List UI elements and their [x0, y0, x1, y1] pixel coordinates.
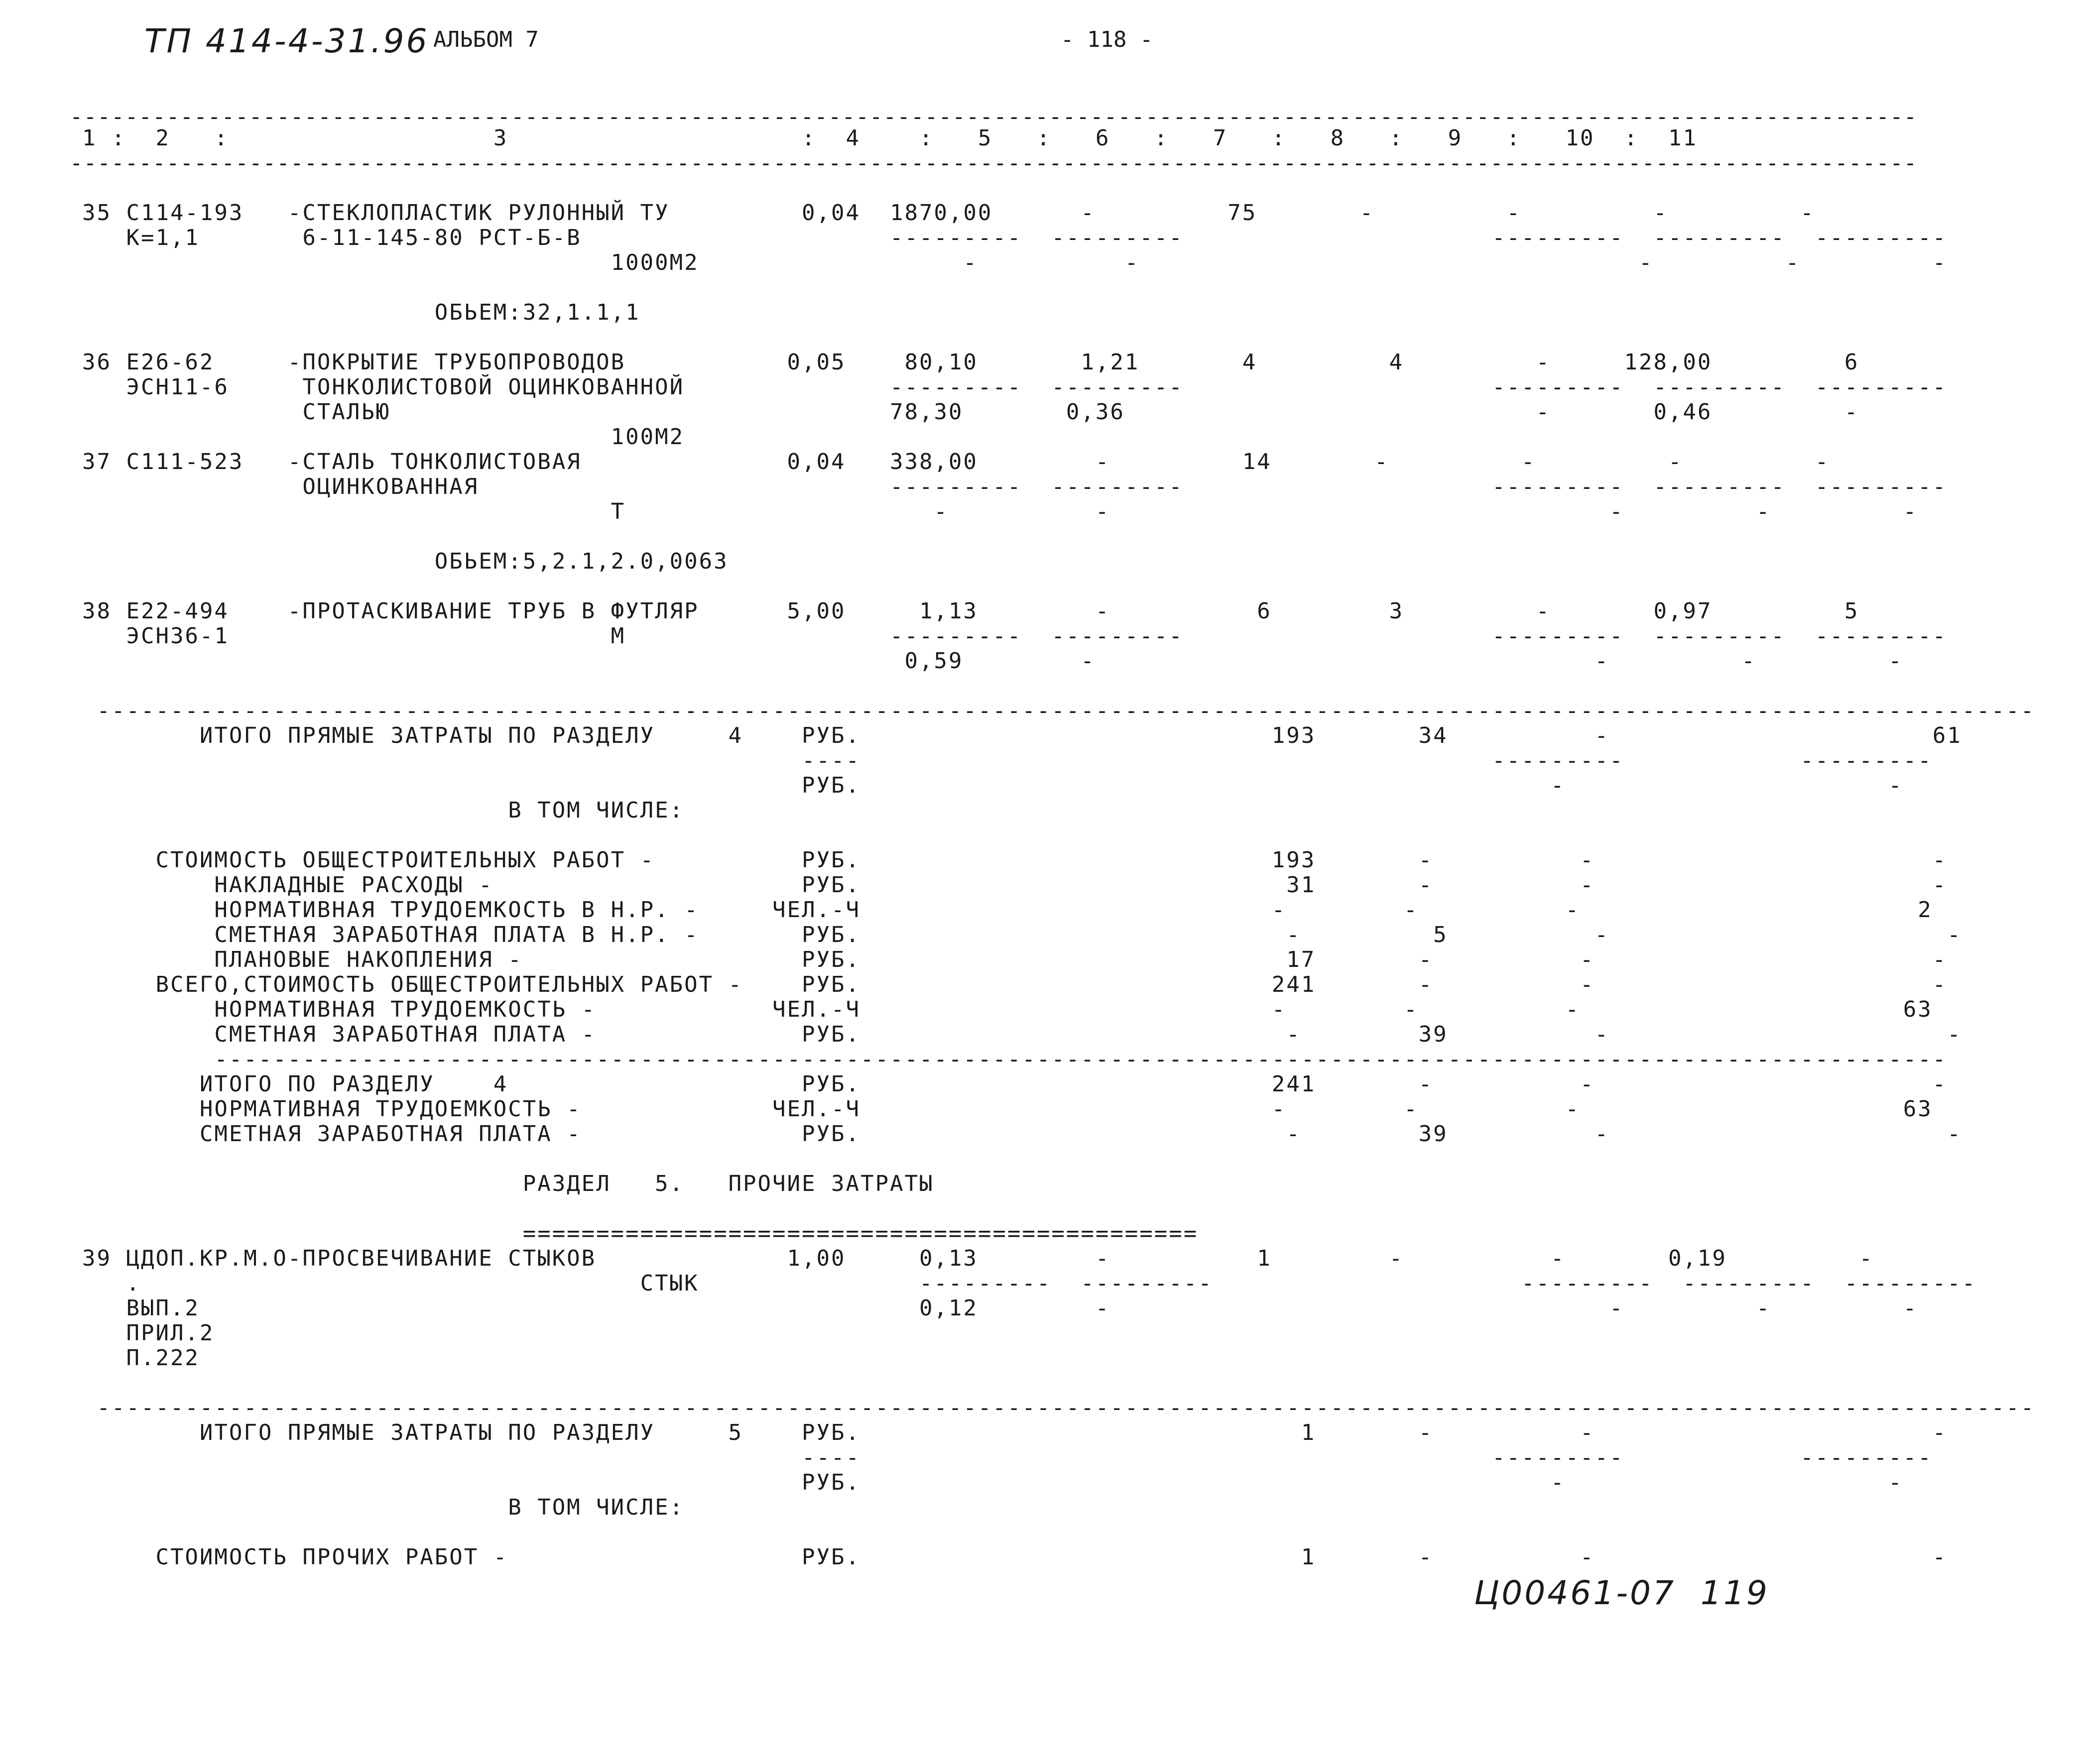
estimate-line: НОРМАТИВНАЯ ТРУДОЕМКОСТЬ - ЧЕЛ.-Ч - - - 63: [82, 1096, 1933, 1122]
estimate-line: НОРМАТИВНАЯ ТРУДОЕМКОСТЬ - ЧЕЛ.-Ч - - - 63: [82, 997, 1933, 1022]
estimate-line: ВЫП.2 0,12 - - - -: [82, 1295, 1918, 1321]
estimate-line: К=1,1 6-11-145-80 РСТ-Б-В --------- --------- --------- --------- ---------: [82, 225, 1948, 250]
estimate-line: ИТОГО ПРЯМЫЕ ЗАТРАТЫ ПО РАЗДЕЛУ 5 РУБ. 1 - - -: [82, 1420, 1948, 1445]
header-rule-bottom: --------------------------------------------------------------------------------------------------------------------------------------: [70, 150, 1918, 176]
header-rule-top: --------------------------------------------------------------------------------------------------------------------------------------: [70, 104, 1918, 129]
estimate-line: Т - - - - -: [82, 499, 1918, 524]
estimate-line: РУБ. - -: [82, 773, 1903, 798]
estimate-line: ОЦИНКОВАННАЯ --------- --------- --------- --------- ---------: [82, 474, 1948, 499]
estimate-line: ------------------------------------------------------------------------------------------------------------------------------------: [82, 1395, 2036, 1420]
estimate-line: ИТОГО ПО РАЗДЕЛУ 4 РУБ. 241 - - -: [82, 1071, 1948, 1097]
estimate-line: В ТОМ ЧИСЛЕ:: [82, 1495, 685, 1520]
estimate-line: 1000М2 - - - - -: [82, 250, 1948, 275]
estimate-line: СМЕТНАЯ ЗАРАБОТНАЯ ПЛАТА В Н.Р. - РУБ. - 5 - -: [82, 922, 1962, 947]
estimate-line: 37 С111-523 -СТАЛЬ ТОНКОЛИСТОВАЯ 0,04 338,00 - 14 - - - -: [82, 449, 1830, 474]
estimate-line: СТАЛЬЮ 78,30 0,36 - 0,46 -: [82, 399, 1859, 425]
estimate-line: СМЕТНАЯ ЗАРАБОТНАЯ ПЛАТА - РУБ. - 39 - -: [82, 1022, 1962, 1047]
estimate-line: ЭСН36-1 М --------- --------- --------- --------- ---------: [82, 623, 1948, 649]
estimate-line: 35 С114-193 -СТЕКЛОПЛАСТИК РУЛОННЫЙ ТУ 0,04 1870,00 - 75 - - - -: [82, 200, 1815, 226]
estimate-line: ------------------------------------------------------------------------------------------------------------------------------------: [82, 698, 2036, 723]
estimate-line: 38 Е22-494 -ПРОТАСКИВАНИЕ ТРУБ В ФУТЛЯР 5,00 1,13 - 6 3 - 0,97 5: [82, 598, 1859, 624]
doc-code: ТП 414-4-31.96: [144, 22, 429, 60]
estimate-line: . СТЫК --------- --------- --------- --------- ---------: [82, 1271, 1977, 1296]
estimate-line: П.222: [82, 1345, 200, 1371]
column-header: 1 : 2 : 3 : 4 : 5 : 6 : 7 : 8 : 9 : 10 : 11: [82, 125, 1698, 151]
album-label: АЛЬБОМ 7: [433, 27, 539, 52]
estimate-line: ==============================================: [82, 1221, 1199, 1246]
estimate-line: НАКЛАДНЫЕ РАСХОДЫ - РУБ. 31 - - -: [82, 872, 1948, 898]
estimate-line: ПРИЛ.2: [82, 1320, 215, 1346]
estimate-line: ОБЬЕМ:5,2.1,2.0,0063: [82, 549, 729, 574]
estimate-line: 39 ЦДОП.КР.М.О-ПРОСВЕЧИВАНИЕ СТЫКОВ 1,00 0,13 - 1 - - 0,19 -: [82, 1246, 1874, 1271]
estimate-line: ---- --------- ---------: [82, 748, 1933, 773]
estimate-line: ---- --------- ---------: [82, 1445, 1933, 1470]
estimate-line: 36 Е26-62 -ПОКРЫТИЕ ТРУБОПРОВОДОВ 0,05 80,10 1,21 4 4 - 128,00 6: [82, 350, 1859, 375]
estimate-line: ВСЕГО,СТОИМОСТЬ ОБЩЕСТРОИТЕЛЬНЫХ РАБОТ - РУБ. 241 - - -: [82, 972, 1948, 997]
archive-stamp: Ц00461-07 119: [1474, 1574, 1769, 1612]
estimate-line: СТОИМОСТЬ ПРОЧИХ РАБОТ - РУБ. 1 - - -: [82, 1544, 1948, 1570]
estimate-line: СМЕТНАЯ ЗАРАБОТНАЯ ПЛАТА - РУБ. - 39 - -: [82, 1121, 1962, 1147]
page-number: - 118 -: [1061, 27, 1153, 52]
estimate-line: ИТОГО ПРЯМЫЕ ЗАТРАТЫ ПО РАЗДЕЛУ 4 РУБ. 193 34 - 61: [82, 723, 1962, 748]
estimate-line: РУБ. - -: [82, 1470, 1903, 1495]
estimate-line: ОБЬЕМ:32,1.1,1: [82, 300, 640, 325]
estimate-line: РАЗДЕЛ 5. ПРОЧИЕ ЗАТРАТЫ: [82, 1171, 934, 1196]
estimate-line: В ТОМ ЧИСЛЕ:: [82, 798, 685, 823]
estimate-line: ПЛАНОВЫЕ НАКОПЛЕНИЯ - РУБ. 17 - - -: [82, 947, 1948, 972]
estimate-line: НОРМАТИВНАЯ ТРУДОЕМКОСТЬ В Н.Р. - ЧЕЛ.-Ч - - - 2: [82, 897, 1933, 923]
estimate-line: ----------------------------------------------------------------------------------------------------------------------: [82, 1047, 1948, 1072]
estimate-line: 100М2: [82, 424, 685, 450]
estimate-line: ЭСН11-6 ТОНКОЛИСТОВОЙ ОЦИНКОВАННОЙ --------- --------- --------- --------- ---------: [82, 374, 1948, 400]
estimate-line: 0,59 - - - -: [82, 648, 1903, 674]
estimate-line: СТОИМОСТЬ ОБЩЕСТРОИТЕЛЬНЫХ РАБОТ - РУБ. 193 - - -: [82, 847, 1948, 873]
